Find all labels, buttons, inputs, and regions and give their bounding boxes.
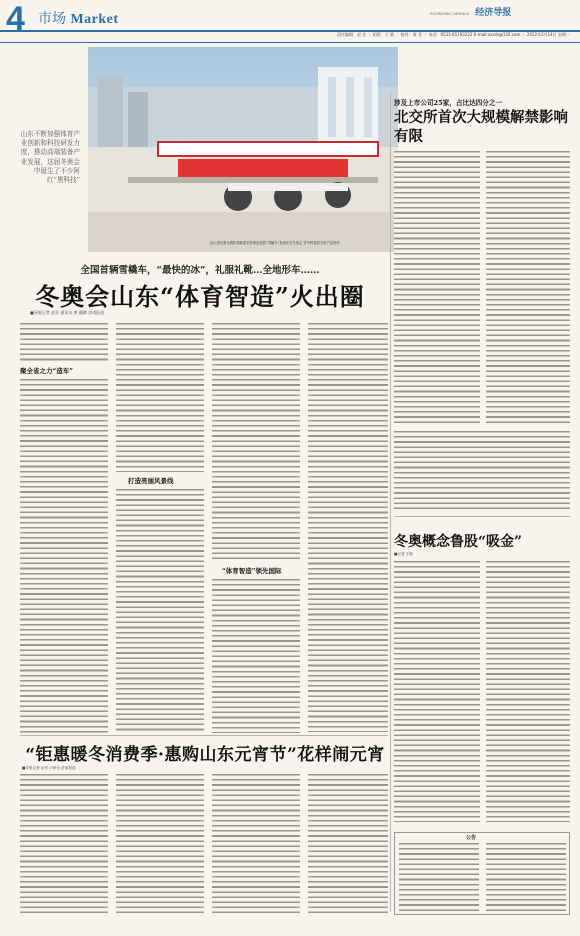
right-article-subhead: 涉及上市公司25家，占比达四分之一 bbox=[394, 99, 503, 107]
notice-title: 公告 bbox=[466, 835, 477, 841]
notice-text-2 bbox=[486, 842, 566, 912]
lead-column-4 bbox=[308, 322, 388, 732]
lead-subhead: 全国首辆雪橇车，“最快的冰”，礼服礼靴…全地形车…… bbox=[80, 265, 320, 276]
section-rule bbox=[394, 516, 570, 517]
page-number: 4 bbox=[6, 0, 25, 38]
photo-caption: 由记者东鲁全网机构联系到首都创造的“雪橇车”是现任至冬奥会 雪中科技的当机产品资料 bbox=[210, 241, 340, 245]
section-heading-1: 聚全省之力“造车” bbox=[20, 367, 73, 375]
lead-column-3 bbox=[212, 322, 300, 732]
notice-text-1 bbox=[399, 842, 479, 912]
right-article-headline: 北交所首次大规模解禁影响有限 bbox=[394, 109, 568, 145]
body-text bbox=[212, 322, 300, 562]
body-text bbox=[20, 378, 108, 733]
right-mid-col-1 bbox=[394, 560, 480, 822]
lead-column-2 bbox=[116, 322, 204, 732]
paper-name-en: ECONOMIC HERALD bbox=[430, 11, 470, 16]
right-article-col-1 bbox=[394, 150, 480, 425]
column-divider bbox=[390, 92, 391, 912]
right-article-col-3 bbox=[394, 430, 570, 510]
photo-side-caption: 山东不断加强体育产业创新和科技研发力度，推动高端装备产业发展，这届冬奥会中诞生了不少阿红“黑科技” bbox=[20, 130, 80, 185]
body-text bbox=[212, 578, 300, 733]
bottom-col-2 bbox=[116, 773, 204, 913]
editor-meta-line: 责任编辑：赵 宏 ｜ 组版：王 敏 ｜ 校对：周 青 ｜ 电话：0531-85193222 E-mail:xxxrb@126.com ｜ 2022年2月14日 星期一 bbox=[337, 32, 570, 37]
section-en: Market bbox=[70, 12, 119, 27]
lead-byline: ■导报记者 赵军 通讯员 黄 翻腾 济南报道 bbox=[30, 310, 105, 315]
bottom-col-1 bbox=[20, 773, 108, 913]
body-text bbox=[116, 488, 204, 733]
lead-column-1 bbox=[20, 322, 108, 732]
lead-photo bbox=[88, 47, 398, 252]
body-text bbox=[116, 322, 204, 472]
body-text bbox=[20, 322, 108, 362]
bottom-headline: “钜惠暖冬消费季·惠购山东元宵节”花样闹元宵 bbox=[25, 745, 385, 765]
masthead-right bbox=[430, 5, 511, 18]
right-mid-byline: ■记者 王敏 bbox=[394, 552, 413, 556]
section-heading-3: “体育智造”领先国际 bbox=[222, 567, 282, 575]
body-text bbox=[308, 322, 388, 732]
section-heading-2: 打造亮丽风景线 bbox=[128, 477, 174, 485]
bottom-col-4 bbox=[308, 773, 388, 913]
bottom-col-3 bbox=[212, 773, 300, 913]
paper-name-cn: 经济导报 bbox=[475, 8, 512, 18]
right-article-col-2 bbox=[486, 150, 570, 425]
lead-headline: 冬奥会山东“体育智造”火出圈 bbox=[35, 282, 365, 311]
right-mid-headline: 冬奥概念鲁股“吸金” bbox=[394, 534, 523, 550]
bottom-rule bbox=[20, 735, 388, 736]
section-title bbox=[38, 8, 119, 28]
right-mid-col-2 bbox=[486, 560, 570, 822]
section-cn: 市场 bbox=[38, 11, 66, 27]
bottom-byline: ■导报记者 赵军 卢家全 济南报道 bbox=[22, 766, 76, 770]
